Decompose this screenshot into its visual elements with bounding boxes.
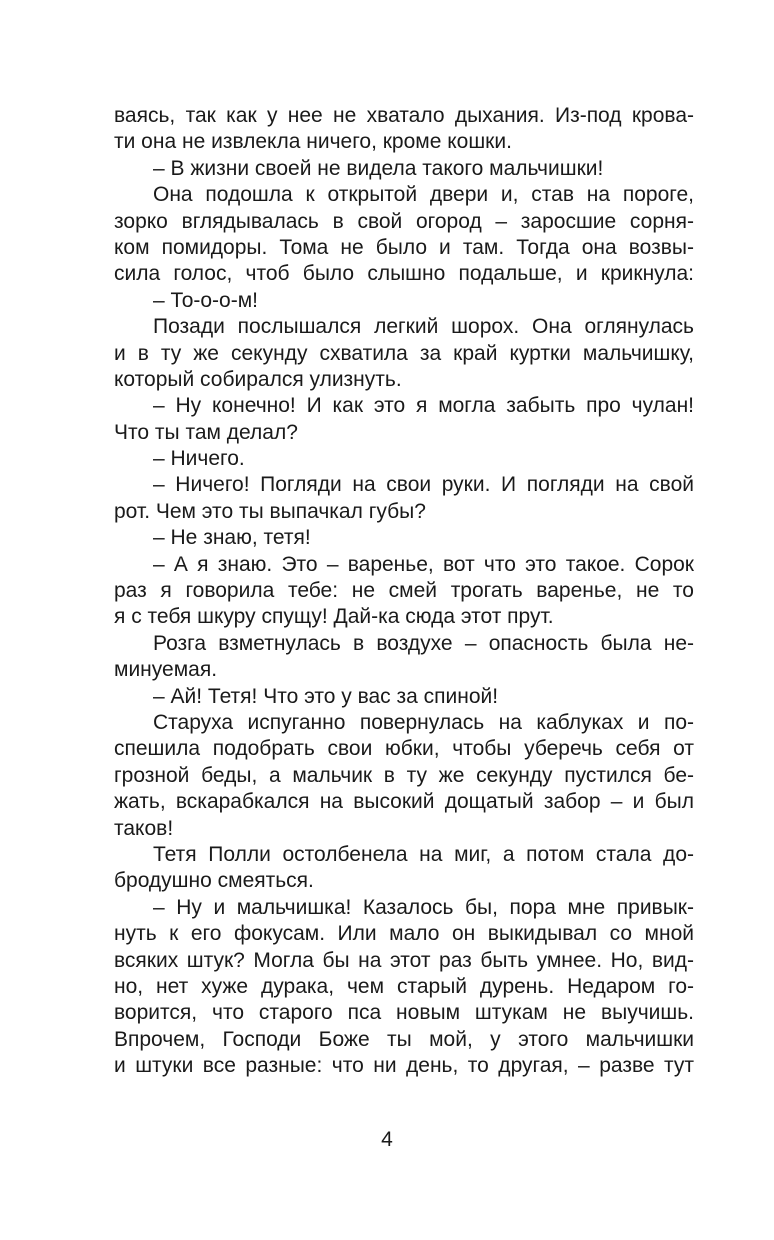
text-line: сила голос, чтоб было слышно подальше, и крикнула: [114,262,694,286]
text-line: раз я говорила тебе: не смей трогать варенье, не то [114,579,694,603]
text-line: Розга взметнулась в воздухе – опасность была не- [153,631,694,655]
text-line: таков! [114,816,174,840]
text-line: – Ну конечно! И как это я могла забыть про чулан! [153,394,694,418]
text-line: Старуха испуганно повернулась на каблуках и по- [153,710,694,734]
text-line: нуть к его фокусам. Или мало он выкидывал со мной [114,922,694,946]
text-line: – А я знаю. Это – варенье, вот что это такое. Сорок [153,552,694,576]
text-line: Тетя Полли остолбенела на миг, а потом стала до- [153,842,694,866]
text-line: и штуки все разные: что ни день, то другая, – разве тут [114,1054,694,1078]
text-line: Впрочем, Господи Боже ты мой, у этого мальчишки [114,1027,694,1051]
text-line: ваясь, так как у нее не хватало дыхания. Из-под крова- [114,104,694,127]
text-line: рот. Чем это ты выпачкал губы? [114,499,426,523]
page-number: 4 [381,1128,393,1151]
text-line: ти она не извлекла ничего, кроме кошки. [114,130,512,154]
text-line: но, нет хуже дурака, чем старый дурень. Недаром го- [114,974,694,998]
text-line: грозной беды, а мальчик в ту же секунду пустился бе- [114,763,694,787]
text-line: – Ай! Тетя! Что это у вас за спиной! [153,684,499,708]
text-line: спешила подобрать свои юбки, чтобы уберечь себя от [114,737,694,761]
text-line: – В жизни своей не видела такого мальчишки! [153,156,604,180]
text-line: и в ту же секунду схватила за край куртки мальчишку, [114,341,694,365]
text-line: ворится, что старого пса новым штукам не выучишь. [114,1001,694,1025]
text-line: всяких штук? Могла бы на этот раз быть умнее. Но, вид- [114,948,694,972]
text-line: который собирался улизнуть. [114,367,402,391]
body-text [114,103,694,1079]
text-line: – Ничего! Погляди на свои руки. И погляди на свой [153,473,694,497]
text-line: – Не знаю, тетя! [153,526,311,550]
text-line: – Ничего. [153,447,245,471]
text-line: минуемая. [114,658,218,682]
text-line: зорко вглядывалась в свой огород – заросшие сорня- [114,209,694,233]
text-line: Она подошла к открытой двери и, став на пороге, [153,183,694,207]
text-line: – То-о-о-м! [153,288,258,312]
text-line: я с тебя шкуру спущу! Дай-ка сюда этот прут. [114,605,554,629]
text-line: – Ну и мальчишка! Казалось бы, пора мне привык- [153,895,694,919]
text-line: жать, вскарабкался на высокий дощатый забор – и был [114,790,694,814]
text-line: бродушно смеяться. [114,869,314,893]
text-line: Позади послышался легкий шорох. Она оглянулась [153,315,694,339]
text-line: ком помидоры. Тома не было и там. Тогда она возвы- [114,235,694,259]
text-line: Что ты там делал? [114,420,298,444]
